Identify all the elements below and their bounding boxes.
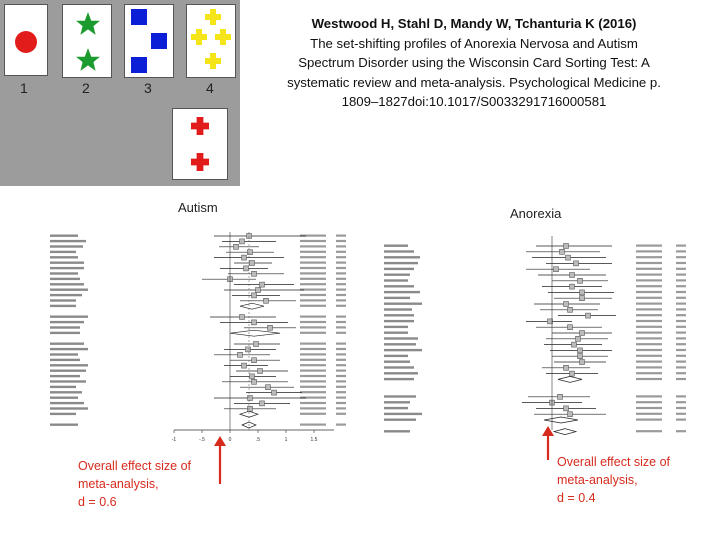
study-label-smudge [50,407,88,409]
study-marker [576,336,581,341]
study-label-smudge [384,419,416,421]
study-marker [272,390,277,395]
study-label-smudge [384,430,410,432]
study-label-smudge [384,361,410,363]
study-label-smudge [384,274,410,276]
effect-column-smudge [300,256,326,258]
weight-column-smudge [676,268,686,270]
study-label-smudge [50,294,82,296]
caption-line: Overall effect size of [78,459,192,473]
citation-block [252,14,696,112]
weight-column-smudge [676,372,686,374]
effect-column-smudge [636,326,662,328]
axis-tick-label: 0 [228,437,232,443]
weight-column-smudge [676,297,686,299]
effect-column-smudge [636,366,662,368]
weight-column-smudge [336,321,346,323]
weight-column-smudge [676,279,686,281]
study-marker [234,244,239,249]
effect-column-smudge [300,245,326,247]
effect-column-smudge [636,256,662,258]
anorexia-caption [557,453,670,507]
effect-column-smudge [636,337,662,339]
study-marker [564,365,569,370]
study-marker [578,354,583,359]
effect-column-smudge [636,372,662,374]
study-label-smudge [50,348,88,350]
study-marker [568,307,573,312]
weight-column-smudge [676,419,686,421]
effect-column-smudge [636,395,662,397]
weight-column-smudge [336,272,346,274]
study-label-smudge [50,370,86,372]
card-2 [62,4,112,78]
weight-column-smudge [676,337,686,339]
study-marker [252,358,257,363]
effect-column-smudge [636,279,662,281]
study-marker [564,244,569,249]
citation-line: 1809–1827doi:10.1017/S0033291716000581 [341,94,607,109]
study-marker [250,374,255,379]
effect-column-smudge [300,353,326,355]
study-label-smudge [384,308,412,310]
pooled-estimate-diamond [558,376,582,382]
study-label-smudge [50,359,80,361]
anorexia-forest-graphic [376,200,696,440]
study-label-smudge [50,305,76,307]
effect-column-smudge [636,401,662,403]
anorexia-arrow [540,426,556,462]
citation-authors: Westwood H, Stahl D, Mandy W, Tchanturia K (2016) [311,16,637,31]
study-label-smudge [50,375,80,377]
study-marker [564,302,569,307]
square-icon [131,57,147,73]
effect-column-smudge [636,297,662,299]
study-label-smudge [50,245,83,247]
weight-column-smudge [336,348,346,350]
weight-column-smudge [336,343,346,345]
caption-line: Overall effect size of [557,455,671,469]
effect-column-smudge [636,332,662,334]
study-marker [570,284,575,289]
study-label-smudge [384,337,418,339]
study-label-smudge [384,320,414,322]
effect-column-smudge [300,380,326,382]
card-number-2: 2 [82,80,90,96]
effect-column-smudge [636,285,662,287]
autism-forest-plot [44,194,360,448]
study-label-smudge [384,378,414,380]
weight-column-smudge [336,391,346,393]
study-marker [244,266,249,271]
study-marker [252,293,257,298]
study-marker [558,394,563,399]
effect-column-smudge [636,303,662,305]
study-marker [256,288,261,293]
study-label-smudge [384,314,414,316]
weight-column-smudge [676,430,686,432]
effect-column-smudge [300,305,326,307]
study-marker [580,331,585,336]
effect-column-smudge [636,262,662,264]
weight-column-smudge [336,299,346,301]
study-label-smudge [384,343,416,345]
effect-column-smudge [300,262,326,264]
weight-column-smudge [676,361,686,363]
cross-icon [215,29,231,45]
effect-column-smudge [300,359,326,361]
caption-line: d = 0.4 [557,491,596,505]
weight-column-smudge [336,353,346,355]
study-marker [580,296,585,301]
study-marker [570,371,575,376]
weight-column-smudge [336,386,346,388]
effect-column-smudge [636,378,662,380]
study-marker [264,298,269,303]
study-label-smudge [384,332,408,334]
pooled-estimate-diamond [544,417,578,423]
study-label-smudge [384,297,410,299]
weight-column-smudge [336,370,346,372]
weight-column-smudge [676,285,686,287]
study-label-smudge [384,407,408,409]
study-marker [578,348,583,353]
weight-column-smudge [336,256,346,258]
card-number-4: 4 [206,80,214,96]
study-marker [238,352,243,357]
wisconsin-cards-panel [0,0,240,186]
study-marker [260,401,265,406]
star-icon [75,11,101,37]
study-marker [250,261,255,266]
study-marker [246,347,251,352]
weight-column-smudge [676,245,686,247]
study-marker [258,369,263,374]
study-marker [240,239,245,244]
weight-column-smudge [336,332,346,334]
cross-icon [191,117,209,135]
study-marker [572,342,577,347]
study-label-smudge [384,349,422,351]
study-label-smudge [50,283,84,285]
cross-icon [191,153,209,171]
weight-column-smudge [336,424,346,426]
card-4 [186,4,236,78]
effect-column-smudge [636,419,662,421]
study-marker [252,271,257,276]
effect-column-smudge [636,250,662,252]
study-label-smudge [384,326,408,328]
autism-forest-graphic [44,194,360,448]
citation-line: The set-shifting profiles of Anorexia Nervosa and Autism [310,35,638,51]
study-marker [568,325,573,330]
weight-column-smudge [336,267,346,269]
effect-column-smudge [636,314,662,316]
study-label-smudge [384,256,420,258]
weight-column-smudge [336,407,346,409]
weight-column-smudge [336,283,346,285]
weight-column-smudge [336,375,346,377]
study-marker [242,255,247,260]
weight-column-smudge [676,303,686,305]
study-label-smudge [50,386,76,388]
weight-column-smudge [676,343,686,345]
cross-icon [205,9,221,25]
effect-column-smudge [636,349,662,351]
study-label-smudge [50,332,80,334]
weight-column-smudge [676,355,686,357]
study-label-smudge [50,251,76,253]
pooled-estimate-diamond [230,330,280,336]
autism-caption [78,457,191,511]
study-label-smudge [384,372,418,374]
study-label-smudge [50,353,78,355]
anorexia-forest-plot [376,200,696,440]
stimulus-card [172,108,228,180]
effect-column-smudge [300,343,326,345]
study-label-smudge [384,245,408,247]
study-label-smudge [50,262,84,264]
effect-column-smudge [300,278,326,280]
weight-column-smudge [676,291,686,293]
weight-column-smudge [676,326,686,328]
anorexia-plot-title: Anorexia [510,206,562,221]
caption-line: meta-analysis, [78,477,159,491]
study-label-smudge [50,321,84,323]
effect-column-smudge [300,364,326,366]
effect-column-smudge [300,283,326,285]
study-marker [580,290,585,295]
effect-column-smudge [300,391,326,393]
study-marker [266,385,271,390]
study-label-smudge [50,380,86,382]
weight-column-smudge [336,240,346,242]
weight-column-smudge [336,380,346,382]
weight-column-smudge [676,407,686,409]
weight-column-smudge [676,262,686,264]
study-marker [248,250,253,255]
effect-column-smudge [300,321,326,323]
study-label-smudge [384,401,410,403]
effect-column-smudge [300,299,326,301]
effect-column-smudge [636,407,662,409]
effect-column-smudge [636,413,662,415]
study-label-smudge [384,285,414,287]
study-marker [560,249,565,254]
card-number-3: 3 [144,80,152,96]
weight-column-smudge [676,320,686,322]
weight-column-smudge [676,308,686,310]
weight-column-smudge [676,378,686,380]
axis-tick-label: 1 [284,437,288,443]
card-1 [4,4,48,76]
effect-column-smudge [636,343,662,345]
effect-column-smudge [636,361,662,363]
effect-column-smudge [636,268,662,270]
study-label-smudge [384,303,422,305]
study-label-smudge [50,397,78,399]
study-label-smudge [384,355,408,357]
weight-column-smudge [336,359,346,361]
study-marker [554,267,559,272]
effect-column-smudge [300,267,326,269]
weight-column-smudge [336,316,346,318]
effect-column-smudge [300,375,326,377]
study-label-smudge [50,402,84,404]
effect-column-smudge [300,251,326,253]
pooled-estimate-diamond [554,429,576,435]
caption-line: meta-analysis, [557,473,638,487]
study-label-smudge [50,240,86,242]
study-label-smudge [50,235,78,237]
weight-column-smudge [676,332,686,334]
weight-column-smudge [336,305,346,307]
effect-column-smudge [300,272,326,274]
caption-line: d = 0.6 [78,495,117,509]
anorexia-rows [384,244,686,435]
study-label-smudge [50,316,88,318]
weight-column-smudge [336,289,346,291]
study-marker [240,315,245,320]
effect-column-smudge [636,245,662,247]
effect-column-smudge [636,291,662,293]
study-marker [252,379,257,384]
effect-column-smudge [300,332,326,334]
pooled-estimate-diamond [240,303,264,309]
study-label-smudge [50,391,82,393]
effect-column-smudge [636,308,662,310]
autism-arrow [212,436,228,486]
weight-column-smudge [336,235,346,237]
study-label-smudge [50,413,76,415]
study-marker [580,360,585,365]
study-label-smudge [50,256,78,258]
study-label-smudge [50,326,80,328]
effect-column-smudge [300,235,326,237]
study-marker [242,363,247,368]
card-number-1: 1 [20,80,28,96]
weight-column-smudge [676,256,686,258]
study-marker [248,406,253,411]
citation-line: systematic review and meta-analysis. Psychological Medicine p. [287,74,661,90]
weight-column-smudge [336,413,346,415]
study-marker [568,412,573,417]
weight-column-smudge [676,366,686,368]
effect-column-smudge [300,402,326,404]
effect-column-smudge [636,430,662,432]
study-marker [566,255,571,260]
effect-column-smudge [300,240,326,242]
study-label-smudge [384,262,418,264]
axis-tick-label: .5 [255,437,261,443]
weight-column-smudge [676,250,686,252]
study-label-smudge [384,395,416,397]
weight-column-smudge [676,395,686,397]
study-label-smudge [384,366,414,368]
study-marker [574,261,579,266]
autism-axis-ticks [172,430,318,443]
weight-column-smudge [676,274,686,276]
effect-column-smudge [300,413,326,415]
axis-tick-label: 1.5 [310,437,318,443]
effect-column-smudge [300,289,326,291]
autism-rows [50,234,346,429]
effect-column-smudge [300,370,326,372]
study-marker [248,396,253,401]
weight-column-smudge [676,413,686,415]
weight-column-smudge [676,401,686,403]
study-marker [252,320,257,325]
cross-icon [191,29,207,45]
effect-column-smudge [300,397,326,399]
effect-column-smudge [300,316,326,318]
effect-column-smudge [300,407,326,409]
weight-column-smudge [336,364,346,366]
study-label-smudge [50,424,78,426]
study-label-smudge [384,291,420,293]
weight-column-smudge [336,262,346,264]
study-label-smudge [50,289,88,291]
weight-column-smudge [336,245,346,247]
study-marker [564,406,569,411]
weight-column-smudge [676,349,686,351]
study-label-smudge [384,279,408,281]
effect-column-smudge [300,294,326,296]
study-label-smudge [50,364,88,366]
study-label-smudge [384,250,414,252]
study-marker [268,325,273,330]
weight-column-smudge [336,278,346,280]
study-marker [570,273,575,278]
study-label-smudge [50,272,78,274]
star-icon [75,47,101,73]
study-label-smudge [384,413,422,415]
weight-column-smudge [336,294,346,296]
weight-column-smudge [676,314,686,316]
square-icon [151,33,167,49]
citation-line: Spectrum Disorder using the Wisconsin Card Sorting Test: A [298,55,650,70]
study-label-smudge [384,268,414,270]
study-label-smudge [50,267,84,269]
effect-column-smudge [300,386,326,388]
effect-column-smudge [300,348,326,350]
study-label-smudge [50,299,76,301]
square-icon [131,9,147,25]
weight-column-smudge [336,251,346,253]
effect-column-smudge [636,274,662,276]
study-label-smudge [50,278,80,280]
autism-plot-title: Autism [178,200,218,215]
effect-column-smudge [636,355,662,357]
study-marker [578,278,583,283]
study-marker [260,282,265,287]
weight-column-smudge [336,326,346,328]
axis-tick-label: -.5 [199,437,205,443]
weight-column-smudge [336,397,346,399]
study-marker [586,313,591,318]
effect-column-smudge [300,424,326,426]
card-3 [124,4,174,78]
cross-icon [205,53,221,69]
axis-tick-label: -1 [171,437,177,443]
study-marker [254,342,259,347]
weight-column-smudge [336,402,346,404]
circle-icon [15,31,37,53]
effect-column-smudge [300,326,326,328]
effect-column-smudge [636,320,662,322]
study-label-smudge [50,343,84,345]
